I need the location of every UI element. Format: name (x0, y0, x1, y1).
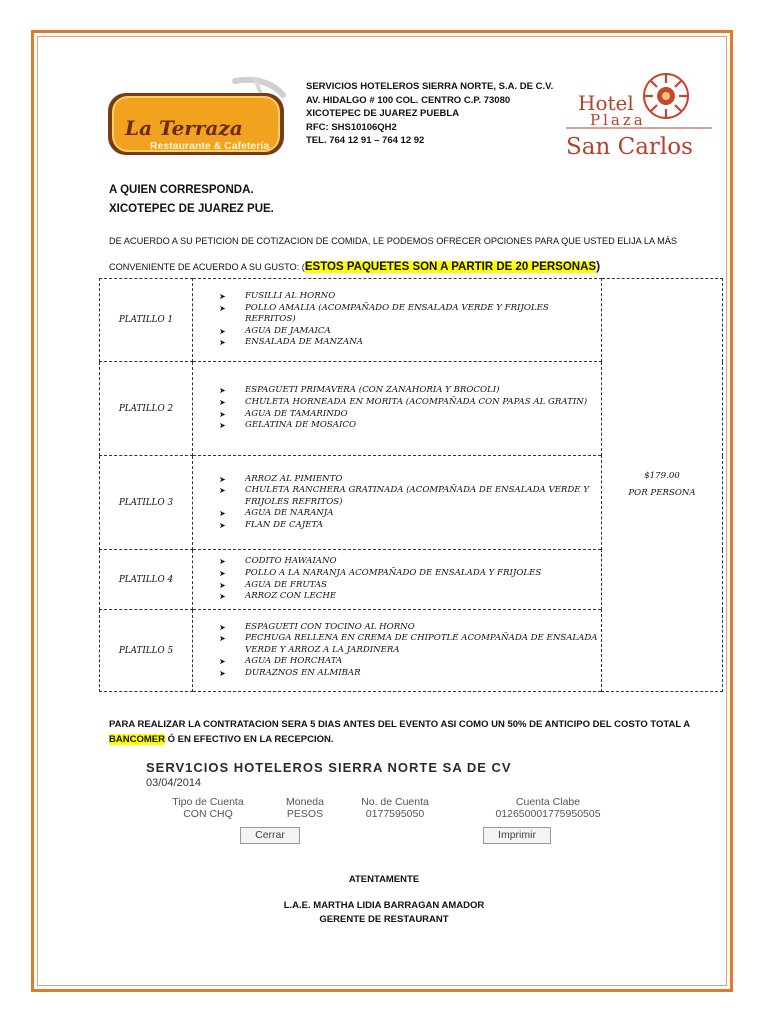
list-item: ➤ FLAN DE CAJETA (219, 520, 601, 532)
account-number (348, 796, 442, 820)
signer-position: GERENTE DE RESTAURANT (319, 914, 449, 925)
closing-atentamente: ATENTAMENTE (348, 874, 420, 885)
hotel-logo-line1: Hotel (578, 91, 634, 115)
account-number-value: 0177595050 (365, 808, 425, 820)
bank-highlight: BANCOMER (109, 733, 165, 745)
platillo-items (193, 610, 602, 692)
menu-table (99, 278, 723, 692)
bank-account-name: SERV1CIOS HOTELEROS SIERRA NORTE SA DE CV (146, 760, 512, 775)
currency (270, 796, 340, 820)
la-terraza-logo (105, 75, 291, 161)
clabe-label: Cuenta Clabe (515, 796, 581, 808)
hotel-plaza-logo (562, 70, 716, 162)
platillo-items (193, 456, 602, 550)
list-item: ➤ ESPAGUETI PRIMAVERA (CON ZANAHORIA Y BROCOLI) (219, 385, 601, 397)
payment-text: PARA REALIZAR LA CONTRATACION SERA 5 DIAS ANTES DEL EVENTO ASI COMO UN 50% DE ANTICIPO DEL COSTO TOTAL A (109, 719, 690, 730)
hotel-logo-line3: San Carlos (566, 134, 693, 160)
intro-text: DE ACUERDO A SU PETICION DE COTIZACION DE COMIDA, LE PODEMOS OFRECER OPCIONES PARA QUE USTED ELIJA LA MÁS CONVENIENTE DE ACUERDO A SU GUSTO: ( (109, 236, 678, 272)
platillo-items (193, 550, 602, 610)
account-type-value: CON CHQ (183, 808, 233, 820)
addressee (109, 181, 274, 219)
platillo-label: PLATILLO 5 (100, 610, 193, 692)
price-value: $179.00 (644, 471, 680, 481)
company-rfc: RFC: SHS10106QH2 (306, 121, 397, 133)
company-city: XICOTEPEC DE JUAREZ PUEBLA (306, 108, 460, 120)
platillo-items (193, 362, 602, 456)
company-name: SERVICIOS HOTELEROS SIERRA NORTE, S.A. DE C.V. (306, 81, 554, 92)
platillo-label: PLATILLO 3 (100, 456, 193, 550)
currency-label: Moneda (286, 796, 324, 808)
platillo-label: PLATILLO 1 (100, 279, 193, 362)
bank-details (130, 760, 630, 855)
addressee-line1: A QUIEN CORRESPONDA. (109, 184, 254, 196)
currency-value: PESOS (286, 808, 324, 820)
platillo-items (193, 279, 602, 362)
list-item: ➤ POLLO A LA NARANJA ACOMPAÑADO DE ENSALADA Y FRIJOLES (219, 568, 601, 580)
list-item: ➤ PECHUGA RELLENA EN CREMA DE CHIPOTLE ACOMPAÑADA DE ENSALADA VERDE Y ARROZ A LA JARDINERA (219, 633, 601, 656)
bank-date: 03/04/2014 (146, 777, 202, 789)
list-item: ➤ ARROZ AL PIMIENTO (219, 474, 601, 486)
platillo-label: PLATILLO 4 (100, 550, 193, 610)
sun-emblem-icon (644, 74, 688, 118)
price-unit: POR PERSONA (628, 488, 696, 498)
account-number-label: No. de Cuenta (361, 796, 429, 808)
account-type (160, 796, 256, 820)
list-item: ➤ POLLO AMALIA (ACOMPAÑADO DE ENSALADA VERDE Y FRIJOLES REFRITOS) (219, 303, 601, 326)
addressee-line2: XICOTEPEC DE JUAREZ PUE. (109, 203, 274, 215)
intro-highlight: ESTOS PAQUETES SON A PARTIR DE 20 PERSONAS (304, 261, 597, 273)
list-item: ➤ DURAZNOS EN ALMIBAR (219, 668, 601, 680)
company-address: AV. HIDALGO # 100 COL. CENTRO C.P. 73080 (306, 94, 511, 106)
hotel-logo-line2: Plaza (590, 111, 646, 129)
clabe-value: 012650001775950505 (495, 808, 601, 820)
account-type-label: Tipo de Cuenta (172, 796, 244, 808)
price-cell (602, 279, 723, 692)
print-button[interactable]: Imprimir (483, 827, 551, 844)
list-item: ➤ CHULETA RANCHERA GRATINADA (ACOMPAÑADA DE ENSALADA VERDE Y FRIJOLES REFRITOS) (219, 485, 601, 508)
list-item: ➤ AGUA DE HORCHATA (219, 656, 601, 668)
payment-terms (109, 718, 725, 747)
company-header (306, 80, 553, 148)
payment-text-end: Ó EN EFECTIVO EN LA RECEPCION. (164, 733, 334, 745)
intro-paragraph (109, 229, 721, 280)
list-item: ➤ CODITO HAWAIANO (219, 556, 601, 568)
table-row (100, 279, 723, 362)
list-item: ➤ ENSALADA DE MANZANA (219, 337, 601, 349)
clabe (468, 796, 628, 820)
list-item: ➤ GELATINA DE MOSAICO (219, 420, 601, 432)
list-item: ➤ ARROZ CON LECHE (219, 591, 601, 603)
signer-name: L.A.E. MARTHA LIDIA BARRAGAN AMADOR (283, 900, 485, 911)
list-item: ➤ ESPAGUETI CON TOCINO AL HORNO (219, 622, 601, 634)
list-item: ➤ AGUA DE FRUTAS (219, 580, 601, 592)
close-button[interactable]: Cerrar (240, 827, 300, 844)
list-item: ➤ AGUA DE TAMARINDO (219, 409, 601, 421)
platillo-label: PLATILLO 2 (100, 362, 193, 456)
list-item: ➤ CHULETA HORNEADA EN MORITA (ACOMPAÑADA CON PAPAS AL GRATIN) (219, 397, 601, 409)
terraza-logo-text: La Terraza (125, 116, 243, 140)
list-item: ➤ AGUA DE JAMAICA (219, 326, 601, 338)
company-phone: TEL. 764 12 91 – 764 12 92 (306, 135, 425, 147)
list-item: ➤ AGUA DE NARANJA (219, 508, 601, 520)
list-item: ➤ FUSILLI AL HORNO (219, 291, 601, 303)
terraza-logo-subtitle: Restaurante & Cafetería (150, 140, 270, 152)
intro-close: ) (596, 259, 601, 273)
